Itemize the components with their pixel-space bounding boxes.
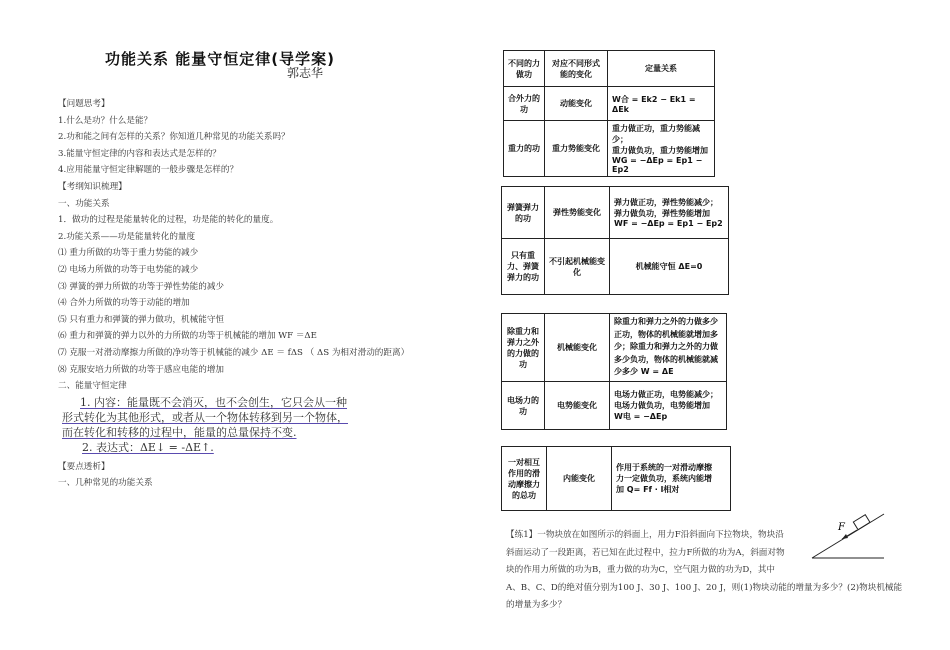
cell: 除重力和弹力之外的力做的功 <box>502 314 545 382</box>
text-line: ⑵ 电场力所做的功等于电势能的减少 <box>58 264 199 275</box>
handwritten-line: 2. 表达式：ΔE↓ = -ΔE↑. <box>82 440 214 454</box>
text-line: 1.什么是功？什么是能？ <box>58 115 153 126</box>
left-column <box>58 96 478 492</box>
page-title: 功能关系 能量守恒定律(导学案) <box>105 50 335 68</box>
cell: 除重力和弹力之外的力做多少正功，物体的机械能就增加多少；除重力和弹力之外的力做多少负功，物体的机械能就减少多少 W = ΔE <box>610 314 727 382</box>
cell: 机械能守恒 ΔE=0 <box>610 239 729 295</box>
cell: 弹力做正功，弹性势能减少； 弹力做负功，弹性势能增加 WF = −ΔEp = Ep1 − Ep2 <box>610 187 729 239</box>
energy-table-4 <box>501 446 731 511</box>
handwritten-line: 形式转化为其他形式，或者从一个物体转移到另一个物体， <box>62 410 348 424</box>
energy-table-3 <box>501 313 727 430</box>
text-line: 4.应用能量守恒定律解题的一般步骤是怎样的？ <box>58 165 239 176</box>
cell: 电场力的功 <box>502 382 545 430</box>
header-cell: 不同的力做功 <box>504 51 545 87</box>
cell: 动能变化 <box>545 87 608 121</box>
arrow-head-icon <box>842 534 848 539</box>
author: 郭志华 <box>287 66 324 80</box>
energy-table-2 <box>501 186 729 295</box>
text-line: 的增量为多少？ <box>506 600 567 610</box>
cell: 只有重力、弹簧弹力的功 <box>502 239 545 295</box>
text-line: 2.功和能之间有怎样的关系？你知道几种常见的功能关系吗？ <box>58 132 290 143</box>
cell: 重力势能变化 <box>545 121 608 177</box>
force-label: F <box>838 522 845 533</box>
cell: 内能变化 <box>547 447 612 511</box>
text-line: 一、功能关系 <box>58 198 110 209</box>
cell: 一对相互作用的滑动摩擦力的总功 <box>502 447 547 511</box>
block <box>853 515 870 530</box>
text-line: 【考纲知识梳理】 <box>58 181 127 192</box>
text-line: 【练1】一物块放在如图所示的斜面上，用力F沿斜面向下拉物块，物块沿 <box>506 530 784 540</box>
handwritten-line: 1. 内容：能量既不会消灭，也不会创生，它只会从一种 <box>80 395 347 409</box>
incline-line <box>812 514 884 558</box>
text-line: 块的作用力所做的功为B，重力做的功为C，空气阻力做的功为D，其中 <box>506 565 776 575</box>
header-cell: 对应不同形式能的变化 <box>545 51 608 87</box>
text-line: ⑶ 弹簧的弹力所做的功等于弹性势能的减少 <box>58 281 225 292</box>
text-line: ⑺ 克服一对滑动摩擦力所做的净功等于机械能的减少 ΔE ＝ fΔS （ ΔS 为相对滑动的距离） <box>58 347 410 358</box>
handwritten-line: 而在转化和转移的过程中，能量的总量保持不变. <box>62 425 297 439</box>
header-cell: 定量关系 <box>608 51 715 87</box>
text-line: 斜面运动了一段距离，若已知在此过程中，拉力F所做的功为A，斜面对物 <box>506 547 785 558</box>
text-line: 【要点透析】 <box>58 461 110 472</box>
exercise-text <box>506 562 903 615</box>
cell: 电场力做正功，电势能减少； 电场力做负功，电势能增加 W电 = −ΔEp <box>610 382 727 430</box>
cell: 机械能变化 <box>545 314 610 382</box>
text-line: 一、几种常见的功能关系 <box>58 478 153 489</box>
cell: 弹性势能变化 <box>545 187 610 239</box>
cell: 不引起机械能变化 <box>545 239 610 295</box>
cell: 重力的功 <box>504 121 545 177</box>
text-line: 二、能量守恒定律 <box>58 381 127 392</box>
text-line: A、B、C、D的绝对值分别为100 J、30 J、100 J、20 J，则(1)物块动能的增量为多少？(2)物块机械能 <box>506 582 903 593</box>
text-line: ⑸ 只有重力和弹簧的弹力做功，机械能守恒 <box>58 314 225 325</box>
incline-diagram <box>808 508 888 562</box>
text-line: ⑷ 合外力所做的功等于动能的增加 <box>58 298 190 309</box>
text-line: 3.能量守恒定律的内容和表达式是怎样的？ <box>58 148 221 159</box>
text-line: ⑴ 重力所做的功等于重力势能的减少 <box>58 248 199 259</box>
text-line: ⑻ 克服安培力所做的功等于感应电能的增加 <box>58 364 225 375</box>
energy-table-1 <box>503 50 715 177</box>
cell: 弹簧弹力的功 <box>502 187 545 239</box>
cell: 合外力的功 <box>504 87 545 121</box>
text-line: 1．做功的过程是能量转化的过程，功是能的转化的量度。 <box>58 215 279 226</box>
cell: W合 = Ek2 − Ek1 = ΔEk <box>608 87 715 121</box>
exercise-text <box>506 527 806 562</box>
cell: 重力做正功，重力势能减少； 重力做负功，重力势能增加 WG = −ΔEp = Ep1 − Ep2 <box>608 121 715 177</box>
text-line: 2.功能关系——功是能量转化的量度 <box>58 231 196 242</box>
cell: 作用于系统的一对滑动摩擦 力一定做负功，系统内能增 加 Q= Ff · l相对 <box>612 447 731 511</box>
cell: 电势能变化 <box>545 382 610 430</box>
text-line: ⑹ 重力和弹簧的弹力以外的力所做的功等于机械能的增加 WF ＝ΔE <box>58 331 317 342</box>
text-line: 【问题思考】 <box>58 99 110 109</box>
